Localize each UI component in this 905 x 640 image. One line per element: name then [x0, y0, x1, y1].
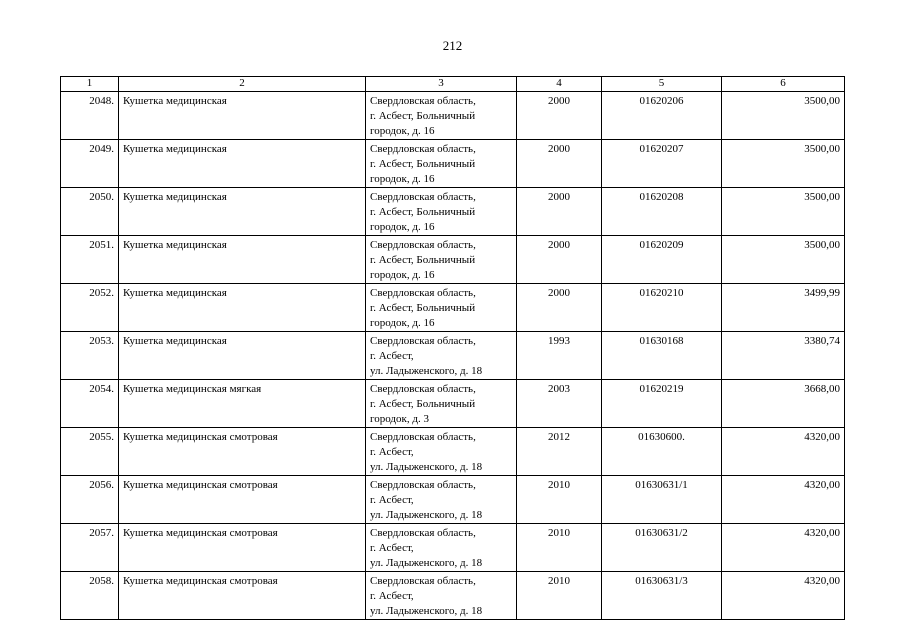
item-cost: 3500,00 [722, 92, 845, 140]
item-cost: 4320,00 [722, 572, 845, 620]
item-address: Свердловская область, г. Асбест, ул. Ладыженского, д. 18 [366, 428, 517, 476]
item-name: Кушетка медицинская смотровая [119, 572, 366, 620]
item-address: Свердловская область, г. Асбест, Больничный городок, д. 16 [366, 284, 517, 332]
inventory-number: 01630631/2 [602, 524, 722, 572]
row-number: 2050. [61, 188, 119, 236]
item-cost: 3499,99 [722, 284, 845, 332]
item-cost: 3668,00 [722, 380, 845, 428]
item-name: Кушетка медицинская [119, 140, 366, 188]
inventory-number: 01620208 [602, 188, 722, 236]
item-name: Кушетка медицинская [119, 236, 366, 284]
item-cost: 4320,00 [722, 476, 845, 524]
row-number: 2053. [61, 332, 119, 380]
property-registry-table [60, 76, 845, 620]
item-address: Свердловская область, г. Асбест, ул. Ладыженского, д. 18 [366, 524, 517, 572]
item-year: 2000 [517, 92, 602, 140]
inventory-number: 01620210 [602, 284, 722, 332]
table-row [61, 524, 845, 572]
item-year: 2010 [517, 524, 602, 572]
page-number: 212 [442, 38, 463, 53]
item-name: Кушетка медицинская [119, 188, 366, 236]
inventory-number: 01630631/1 [602, 476, 722, 524]
item-year: 2000 [517, 284, 602, 332]
item-year: 2012 [517, 428, 602, 476]
item-cost: 3380,74 [722, 332, 845, 380]
table-row [61, 188, 845, 236]
table-row [61, 428, 845, 476]
row-number: 2052. [61, 284, 119, 332]
row-number: 2056. [61, 476, 119, 524]
item-address: Свердловская область, г. Асбест, Больничный городок, д. 16 [366, 236, 517, 284]
row-number: 2049. [61, 140, 119, 188]
item-year: 2010 [517, 476, 602, 524]
item-name: Кушетка медицинская смотровая [119, 524, 366, 572]
item-cost: 4320,00 [722, 428, 845, 476]
item-address: Свердловская область, г. Асбест, Больничный городок, д. 16 [366, 188, 517, 236]
item-cost: 3500,00 [722, 236, 845, 284]
inventory-number: 01620209 [602, 236, 722, 284]
item-address: Свердловская область, г. Асбест, ул. Ладыженского, д. 18 [366, 332, 517, 380]
item-name: Кушетка медицинская смотровая [119, 428, 366, 476]
item-address: Свердловская область, г. Асбест, Больничный городок, д. 16 [366, 92, 517, 140]
item-cost: 3500,00 [722, 188, 845, 236]
item-name: Кушетка медицинская [119, 332, 366, 380]
item-year: 2000 [517, 140, 602, 188]
inventory-number: 01620206 [602, 92, 722, 140]
item-year: 2003 [517, 380, 602, 428]
row-number: 2054. [61, 380, 119, 428]
table-row [61, 92, 845, 140]
row-number: 2055. [61, 428, 119, 476]
column-header-6: 6 [722, 77, 845, 92]
item-year: 2010 [517, 572, 602, 620]
row-number: 2058. [61, 572, 119, 620]
row-number: 2051. [61, 236, 119, 284]
column-header-5: 5 [602, 77, 722, 92]
table-row [61, 572, 845, 620]
item-address: Свердловская область, г. Асбест, Больничный городок, д. 16 [366, 140, 517, 188]
column-header-2: 2 [119, 77, 366, 92]
inventory-number: 01630600. [602, 428, 722, 476]
inventory-number: 01620207 [602, 140, 722, 188]
item-name: Кушетка медицинская смотровая [119, 476, 366, 524]
table-row [61, 284, 845, 332]
inventory-number: 01630631/3 [602, 572, 722, 620]
column-header-3: 3 [366, 77, 517, 92]
item-year: 2000 [517, 188, 602, 236]
row-number: 2048. [61, 92, 119, 140]
item-address: Свердловская область, г. Асбест, ул. Ладыженского, д. 18 [366, 476, 517, 524]
table-row [61, 476, 845, 524]
item-year: 2000 [517, 236, 602, 284]
column-header-1: 1 [61, 77, 119, 92]
column-header-4: 4 [517, 77, 602, 92]
row-number: 2057. [61, 524, 119, 572]
inventory-number: 01630168 [602, 332, 722, 380]
item-name: Кушетка медицинская [119, 92, 366, 140]
item-cost: 4320,00 [722, 524, 845, 572]
table-row [61, 380, 845, 428]
table-row [61, 332, 845, 380]
item-address: Свердловская область, г. Асбест, Больничный городок, д. 3 [366, 380, 517, 428]
item-address: Свердловская область, г. Асбест, ул. Ладыженского, д. 18 [366, 572, 517, 620]
header-row [61, 77, 845, 92]
item-cost: 3500,00 [722, 140, 845, 188]
table-row [61, 236, 845, 284]
item-name: Кушетка медицинская [119, 284, 366, 332]
table-row [61, 140, 845, 188]
inventory-number: 01620219 [602, 380, 722, 428]
item-name: Кушетка медицинская мягкая [119, 380, 366, 428]
item-year: 1993 [517, 332, 602, 380]
